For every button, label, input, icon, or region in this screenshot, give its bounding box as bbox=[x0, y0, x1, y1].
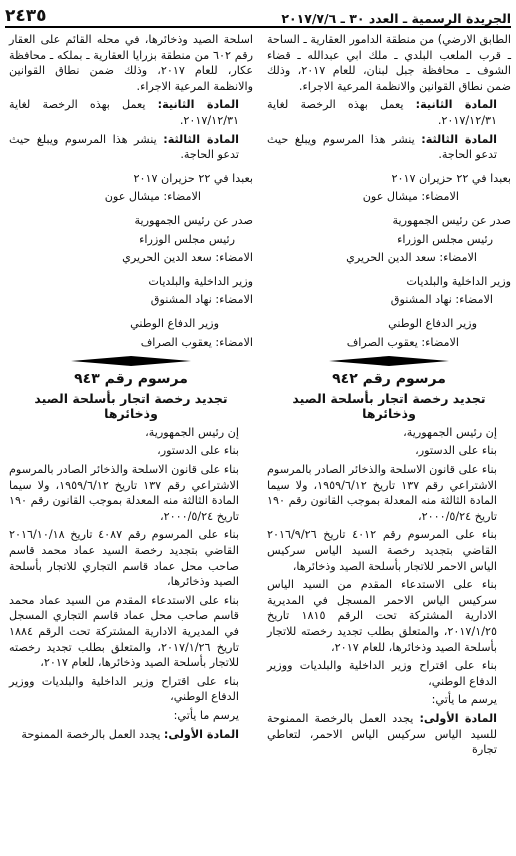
page-header bbox=[5, 6, 511, 28]
article-3-label: المادة الثالثة: bbox=[163, 132, 239, 146]
preamble-constitution: بناء على الدستور، bbox=[157, 444, 239, 458]
left-column bbox=[9, 32, 253, 761]
decree-subject: تجديد رخصة اتجار بأسلحة الصيد وذخائرها bbox=[292, 390, 486, 422]
pm-signature: الامضاء: سعد الدين الحريري bbox=[122, 251, 253, 265]
article-1-label: المادة الأولى: bbox=[163, 727, 239, 741]
page-number: ٢٤٣٥ bbox=[5, 6, 47, 26]
divider-ornament-icon bbox=[71, 356, 191, 366]
article-1-text: يجدد العمل بالرخصة الممنوحة bbox=[21, 727, 164, 741]
preamble-president: إن رئيس الجمهورية، bbox=[145, 425, 239, 439]
article-3 bbox=[9, 132, 253, 163]
article-1-label: المادة الأولى: bbox=[419, 711, 498, 725]
two-column-body bbox=[5, 32, 511, 761]
pm-title: رئيس مجلس الوزراء bbox=[139, 232, 235, 246]
journal-issue-line: الجريدة الرسمية ـ العدد ٣٠ ـ ٢٠١٧/٧/٦ bbox=[281, 11, 511, 26]
interior-minister-title: وزير الداخلية والبلديات bbox=[406, 274, 511, 288]
article-1 bbox=[9, 727, 253, 743]
defense-minister-signature: الامضاء: يعقوب الصراف bbox=[346, 335, 459, 349]
defense-minister-signature: الامضاء: يعقوب الصراف bbox=[140, 335, 253, 349]
issued-by: صدر عن رئيس الجمهورية bbox=[392, 213, 511, 227]
president-signature: الامضاء: ميشال عون bbox=[362, 190, 459, 204]
president-signature: الامضاء: ميشال عون bbox=[104, 190, 201, 204]
article-1 bbox=[267, 711, 511, 758]
preamble-proposal: بناء على اقتراح وزير الداخلية والبلديات ووزير الدفاع الوطني، bbox=[9, 674, 239, 704]
preamble-constitution: بناء على الدستور، bbox=[415, 444, 497, 458]
interior-minister-title: وزير الداخلية والبلديات bbox=[148, 274, 253, 288]
preamble-law: بناء على قانون الاسلحة والذخائر الصادر بالمرسوم الاشتراعي رقم ١٣٧ تاريخ ١٩٥٩/٦/١٢، ولا سيما المادة الثالثة منه المعدلة بموجب القانون رقم ١٩٠ تاريخ ٢٠٠٠/٥/٢٤، bbox=[267, 463, 498, 523]
decrees-line: يرسم ما يأتي: bbox=[431, 693, 497, 707]
signing-date: بعبدا في ٢٢ حزيران ٢٠١٧ bbox=[391, 171, 511, 185]
preamble-law: بناء على قانون الاسلحة والذخائر الصادر بالمرسوم الاشتراعي رقم ١٣٧ تاريخ ١٩٥٩/٦/١٢، ولا سيما المادة الثالثة منه المعدلة بموجب القانون رقم ١٩٠ تاريخ ٢٠٠٠/٥/٢٤، bbox=[9, 463, 240, 523]
preamble-proposal: بناء على اقتراح وزير الداخلية والبلديات ووزير الدفاع الوطني، bbox=[267, 659, 497, 688]
preamble-request: بناء على الاستدعاء المقدم من السيد الياس سركيس الياس الاحمر المسجل في المديرية الادارية المشتركة تحت الرقم ١٨١٥ تاريخ ٢٠١٧/١/٢٥، والمتعلق بطلب تجديد رخصته للاتجار بأسلحة الصيد وذخائرها، للعام ٢٠١٧، bbox=[267, 578, 497, 654]
decree-title: مرسوم رقم ٩٤٣ bbox=[74, 371, 188, 388]
article-3-text: ينشر هذا المرسوم ويبلغ حيث تدعو الحاجة. bbox=[9, 132, 239, 162]
interior-minister-signature: الامضاء: نهاد المشنوق bbox=[150, 293, 253, 307]
divider-ornament-icon bbox=[329, 356, 449, 366]
pm-signature: الامضاء: سعد الدين الحريري bbox=[346, 251, 477, 265]
article-2 bbox=[9, 97, 253, 128]
article-3-text: ينشر هذا المرسوم ويبلغ حيث تدعو الحاجة. bbox=[267, 132, 497, 162]
continued-paragraph: الطابق الارضي) من منطقة الدامور العقارية ـ الساحة ـ قرب الملعب البلدي ـ ملك ابي عبدالله ـ قضاء الشوف ـ محافظة جبل لبنان، للعام ٢٠١٧، وذلك ضمن نطاق القوانين والانظمة المرعية الاجراء. bbox=[267, 33, 512, 93]
preamble-decree: بناء على المرسوم رقم ٤٠١٢ تاريخ ٢٠١٦/٩/٢٦ القاضي بتجديد رخصة السيد الياس سركيس الياس الاحمر للاتجار بأسلحة الصيد وذخائرها، bbox=[267, 528, 498, 573]
continued-paragraph: اسلحة الصيد وذخائرها، في محله القائم على العقار رقم ٦٠٢ من منطقة بزرايا العقارية ـ بملكه ـ محافظة عكار، للعام ٢٠١٧، وذلك ضمن نطاق القوانين والانظمة المرعية الاجراء. bbox=[9, 33, 253, 93]
preamble-president: إن رئيس الجمهورية، bbox=[403, 425, 497, 439]
interior-minister-signature: الامضاء: نهاد المشنوق bbox=[390, 293, 493, 307]
preamble-decree: بناء على المرسوم رقم ٤٠٨٧ تاريخ ٢٠١٦/١٠/١٨ القاضي بتجديد رخصة السيد عماد محمد قاسم صاحب محل عماد قاسم التجاري للاتجار بأسلحة الصيد وذخائرها، bbox=[9, 528, 239, 589]
article-2-label: المادة الثانية: bbox=[415, 98, 498, 112]
section-divider bbox=[267, 356, 511, 366]
article-3-label: المادة الثالثة: bbox=[421, 132, 497, 146]
article-2-text: يعمل بهذه الرخصة لغاية ٢٠١٧/١٢/٣١. bbox=[9, 98, 239, 127]
article-2-text: يعمل بهذه الرخصة لغاية ٢٠١٧/١٢/٣١. bbox=[267, 98, 497, 127]
defense-minister-title: وزير الدفاع الوطني bbox=[130, 316, 219, 330]
issued-by: صدر عن رئيس الجمهورية bbox=[134, 213, 253, 227]
signing-date: بعبدا في ٢٢ حزيران ٢٠١٧ bbox=[133, 171, 253, 185]
article-2-label: المادة الثانية: bbox=[157, 98, 240, 112]
defense-minister-title: وزير الدفاع الوطني bbox=[388, 316, 477, 330]
preamble-request: بناء على الاستدعاء المقدم من السيد عماد محمد قاسم صاحب محل عماد قاسم التجاري المسجل في المديرية الادارية المشتركة تحت الرقم ١٨٨٤ تاريخ ٢٠١٧/١/٢٦، والمتعلق بطلب تجديد رخصته للاتجار بأسلحة الصيد وذخائرها، للعام ٢٠١٧، bbox=[9, 593, 239, 670]
article-2 bbox=[267, 97, 511, 128]
decree-title: مرسوم رقم ٩٤٢ bbox=[332, 371, 446, 388]
decrees-line: يرسم ما يأتي: bbox=[173, 708, 239, 722]
right-column bbox=[267, 32, 511, 761]
section-divider bbox=[9, 356, 253, 366]
pm-title: رئيس مجلس الوزراء bbox=[397, 232, 493, 246]
decree-subject: تجديد رخصة اتجار بأسلحة الصيد وذخائرها bbox=[34, 390, 228, 422]
article-3 bbox=[267, 132, 511, 163]
article-1-text: يجدد العمل بالرخصة الممنوحة للسيد الياس سركيس الياس الاحمر، لتعاطي تجارة bbox=[267, 711, 497, 757]
